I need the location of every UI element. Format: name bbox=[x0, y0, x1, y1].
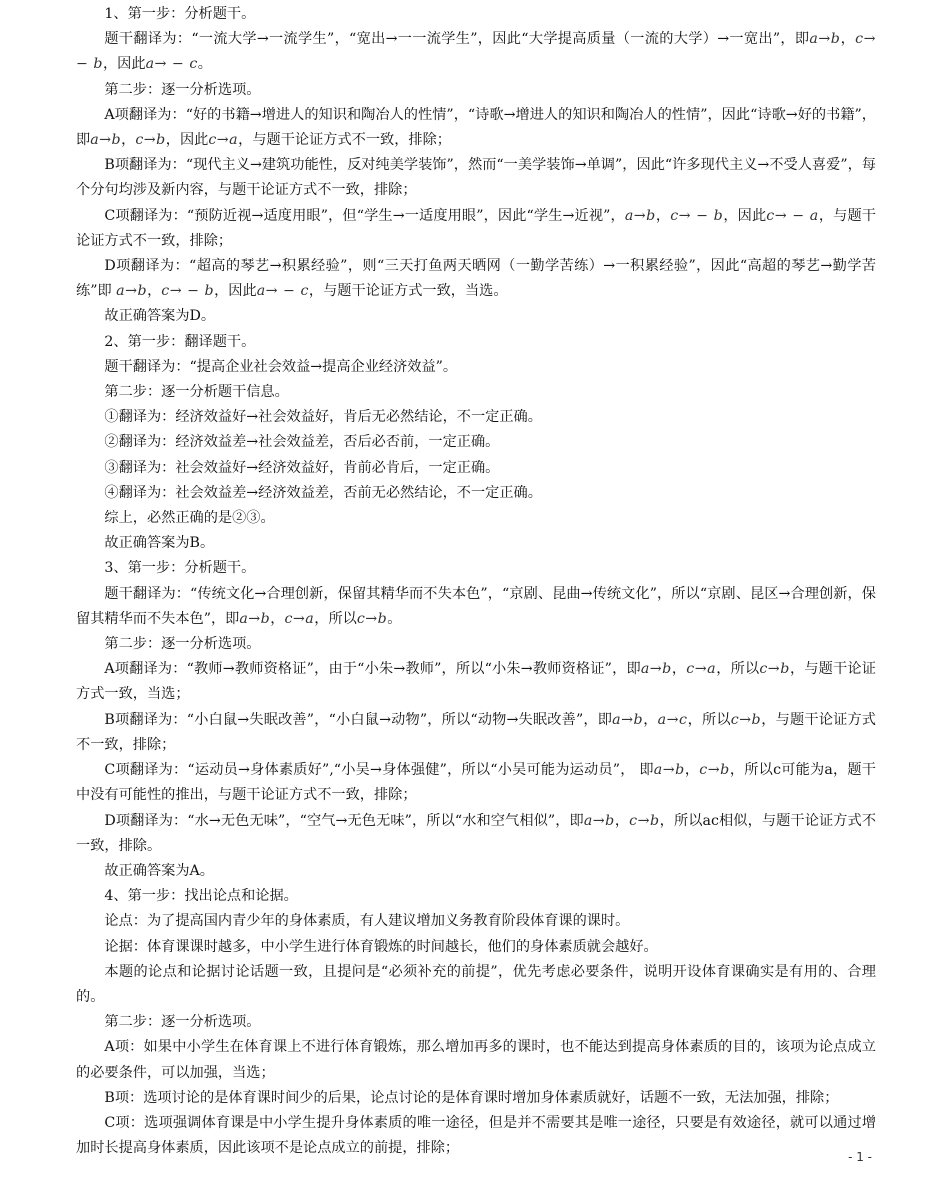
paragraph bbox=[76, 657, 876, 707]
text-run: ③翻译为：社会效益好→经济效益好，肯前必肯后，一定正确。 bbox=[104, 459, 500, 476]
text-run: C项翻译为：“运动员→身体素质好”,“小吴→身体强健”，所以“小吴可能为运动员”， 即 bbox=[104, 762, 654, 779]
text-run: B项：选项讨论的是体育课时间少的后果，论点讨论的是体育课时增加身体素质就好，话题不一致，无法加强，排除； bbox=[104, 1089, 839, 1106]
formula: c→ − b bbox=[161, 283, 215, 300]
paragraph bbox=[76, 27, 876, 77]
text-run: 第二步：逐一分析选项。 bbox=[104, 636, 261, 653]
text-run: C项翻译为：“预防近视→适度用眼”，但“学生→一适度用眼”，因此“学生→近视”， bbox=[104, 207, 625, 224]
text-run: 题干翻译为：“一流大学→一流学生”，“宽出→一一流学生”，因此“大学提高质量（一流的大学）→一宽出”，即 bbox=[104, 31, 810, 48]
formula: a→b bbox=[90, 132, 122, 149]
formula: a→c bbox=[657, 711, 688, 728]
text-run: 2、第一步：翻译题干。 bbox=[104, 333, 256, 350]
text-run: ， bbox=[270, 610, 285, 627]
paragraph bbox=[76, 960, 876, 1010]
paragraph bbox=[76, 254, 876, 304]
paragraph bbox=[76, 884, 876, 909]
formula: c→ − b bbox=[670, 207, 724, 224]
paragraph bbox=[76, 506, 876, 531]
paragraph bbox=[76, 1111, 876, 1161]
text-run: ， bbox=[643, 711, 658, 728]
text-run: ， bbox=[614, 812, 630, 829]
formula: c→ − b bbox=[76, 31, 876, 73]
formula: a→b bbox=[653, 762, 685, 779]
formula: a→ − c bbox=[256, 283, 309, 300]
formula: a→b bbox=[583, 812, 615, 829]
formula: a→b bbox=[612, 711, 644, 728]
paragraph bbox=[76, 481, 876, 506]
formula: a→b bbox=[239, 610, 271, 627]
text-run: ，所以 bbox=[687, 711, 731, 728]
text-run: 综上，必然正确的是②③。 bbox=[104, 510, 275, 527]
text-run: ，与题干论证方式不一致，排除； bbox=[76, 711, 876, 753]
text-run: D项翻译为：“超高的琴艺→积累经验”，则“三天打鱼两天晒网（一勤学苦练）→一积累经验”，因此“高超的琴艺→勤学苦练”即 bbox=[76, 258, 876, 300]
text-run: ，与题干论证方式不一致，排除； bbox=[76, 207, 876, 249]
text-run: 题干翻译为：“提高企业社会效益→提高企业经济效益”。 bbox=[104, 358, 458, 375]
text-run: ④翻译为：社会效益差→经济效益差，否前无必然结论，不一定正确。 bbox=[104, 484, 542, 501]
text-run: ，因此 bbox=[165, 132, 209, 149]
text-run: A项：如果中小学生在体育课上不进行体育锻炼，那么增加再多的课时，也不能达到提高身体素质的目的，该项为论点成立的必要条件，可以加强，当选； bbox=[76, 1039, 876, 1081]
text-run: ， bbox=[655, 207, 671, 224]
text-run: ，因此 bbox=[214, 283, 257, 300]
text-run: ，因此 bbox=[102, 56, 146, 73]
text-run: 本题的论点和论据讨论话题一致，且提问是“必须补充的前提”，优先考虑必要条件，说明开设体育课确实是有用的、合理的。 bbox=[76, 963, 876, 1005]
formula: a→b bbox=[809, 31, 841, 48]
formula: c→a bbox=[686, 661, 717, 678]
paragraph bbox=[76, 355, 876, 380]
paragraph bbox=[76, 204, 876, 254]
formula: c→b bbox=[730, 711, 762, 728]
formula: a→b bbox=[640, 661, 672, 678]
paragraph bbox=[76, 758, 876, 808]
paragraph bbox=[76, 556, 876, 581]
paragraph bbox=[76, 1035, 876, 1085]
text-run: ①翻译为：经济效益好→社会效益好，肯后无必然结论，不一定正确。 bbox=[104, 409, 542, 426]
formula: c→a bbox=[284, 610, 315, 627]
paragraph bbox=[76, 708, 876, 758]
document-body bbox=[76, 2, 876, 1161]
text-run: ， bbox=[121, 132, 136, 149]
formula: c→b bbox=[629, 812, 660, 829]
formula: c→b bbox=[135, 132, 166, 149]
paragraph bbox=[76, 859, 876, 884]
paragraph bbox=[76, 304, 876, 329]
text-run: 故正确答案为D。 bbox=[104, 308, 216, 325]
text-run: 故正确答案为A。 bbox=[104, 862, 214, 879]
text-run: 第二步：逐一分析选项。 bbox=[104, 1014, 261, 1031]
paragraph bbox=[76, 330, 876, 355]
paragraph bbox=[76, 909, 876, 934]
paragraph bbox=[76, 531, 876, 556]
text-run: ， bbox=[671, 661, 687, 678]
text-run: 。 bbox=[197, 56, 212, 73]
text-run: 论据：体育课课时越多，中小学生进行体育锻炼的时间越长，他们的身体素质就会越好。 bbox=[104, 938, 658, 955]
text-run: ， bbox=[684, 762, 700, 779]
text-run: ，所以ac相似，与题干论证方式不一致，排除。 bbox=[76, 812, 877, 854]
text-run: ， bbox=[840, 31, 856, 48]
text-run: 第二步：逐一分析题干信息。 bbox=[104, 384, 289, 401]
text-run: ， bbox=[147, 283, 162, 300]
paragraph bbox=[76, 103, 876, 153]
paragraph bbox=[76, 632, 876, 657]
paragraph bbox=[76, 153, 876, 203]
text-run: 论点：为了提高国内青少年的身体素质，有人建议增加义务教育阶段体育课的课时。 bbox=[104, 913, 630, 930]
text-run: B项翻译为：“现代主义→建筑功能性，反对纯美学装饰”，然而“一美学装饰→单调”，因此“许多现代主义→不受人喜爱”，每个分句均涉及新内容，与题干论证方式不一致，排除； bbox=[76, 157, 876, 199]
paragraph bbox=[76, 78, 876, 103]
text-run: C项：选项强调体育课是中小学生提升身体素质的唯一途径，但是并不需要其是唯一途径，只要是有效途径，就可以通过增加时长提高身体素质，因此该项不是论点成立的前提，排除； bbox=[76, 1114, 876, 1157]
text-run: B项翻译为：“小白鼠→失眠改善”，“小白鼠→动物”，所以“动物→失眠改善”，即 bbox=[104, 711, 613, 728]
text-run: ，所以 bbox=[716, 661, 760, 678]
formula: a→b bbox=[624, 207, 656, 224]
paragraph bbox=[76, 1086, 876, 1111]
paragraph bbox=[76, 405, 876, 430]
text-run: 4、第一步：找出论点和论据。 bbox=[104, 888, 298, 905]
paragraph bbox=[76, 456, 876, 481]
paragraph bbox=[76, 430, 876, 455]
text-run: ，与题干论证方式不一致，排除； bbox=[238, 132, 451, 149]
paragraph bbox=[76, 935, 876, 960]
text-run: 题干翻译为：“传统文化→合理创新，保留其精华而不失本色”，“京剧、昆曲→传统文化”，所以“京剧、昆区→合理创新，保留其精华而不失本色”，即 bbox=[76, 585, 876, 627]
text-run: 1、第一步：分析题干。 bbox=[104, 6, 256, 22]
formula: c→b bbox=[356, 610, 388, 627]
text-run: ，因此 bbox=[723, 207, 767, 224]
formula: a→b bbox=[116, 283, 148, 300]
text-run: ，所以 bbox=[314, 610, 357, 627]
text-run: ，所以c可能为a，题干中没有可能性的推出，与题干论证方式不一致，排除； bbox=[76, 762, 876, 804]
paragraph bbox=[76, 809, 876, 859]
paragraph bbox=[76, 1010, 876, 1035]
formula: c→b bbox=[699, 762, 730, 779]
formula: c→b bbox=[759, 661, 790, 678]
formula: c→a bbox=[208, 132, 239, 149]
text-run: A项翻译为：“好的书籍→增进人的知识和陶冶人的性情”，“诗歌→增进人的知识和陶冶人的性情”，因此“诗歌→好的书籍”，即 bbox=[76, 106, 876, 149]
text-run: ，与题干论证方式一致，当选。 bbox=[308, 283, 508, 300]
paragraph bbox=[76, 2, 876, 27]
formula: a→ − c bbox=[145, 56, 198, 73]
paragraph bbox=[76, 380, 876, 405]
text-run: 。 bbox=[387, 610, 402, 627]
page-number: - 1 - bbox=[848, 1150, 872, 1164]
formula: c→ − a bbox=[766, 207, 819, 224]
text-run: ，与题干论证方式一致，当选； bbox=[76, 661, 876, 703]
text-run: D项翻译为：“水→无色无味”，“空气→无色无味”，所以“水和空气相似”，即 bbox=[104, 812, 584, 829]
text-run: ②翻译为：经济效益差→社会效益差，否后必否前，一定正确。 bbox=[104, 434, 500, 451]
paragraph bbox=[76, 582, 876, 632]
text-run: 3、第一步：分析题干。 bbox=[104, 560, 256, 577]
text-run: 第二步：逐一分析选项。 bbox=[104, 81, 261, 98]
text-run: 故正确答案为B。 bbox=[104, 535, 215, 552]
text-run: A项翻译为：“教师→教师资格证”，由于“小朱→教师”，所以“小朱→教师资格证”，即 bbox=[104, 661, 641, 678]
